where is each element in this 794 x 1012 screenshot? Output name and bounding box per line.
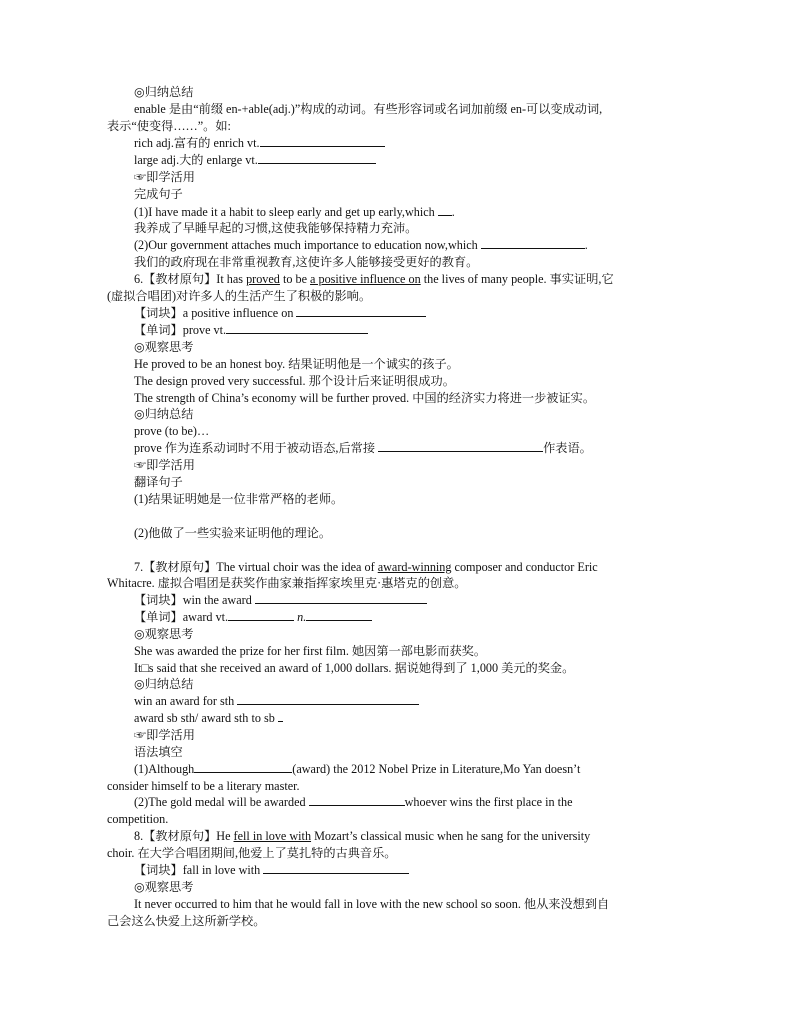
fill-item-2: (2)The gold medal will be awarded whoever wins the first place in the	[134, 795, 573, 809]
item-8-sentence-cont: choir. 在大学合唱团期间,他爱上了莫扎特的古典音乐。	[107, 846, 397, 860]
complete-heading: 完成句子	[134, 187, 183, 201]
fill-item-1: (1)Although (award) the 2012 Nobel Prize in Literature,Mo Yan doesn’t	[134, 762, 581, 776]
example-sentence: The design proved very successful. 那个设计后来证明很成功。	[134, 374, 455, 388]
observe-heading: ◎观察思考	[134, 880, 194, 894]
example-sentence: He proved to be an honest boy. 结果证明他是一个诚实的孩子。	[134, 357, 459, 371]
translate-item-1: (1)结果证明她是一位非常严格的老师。	[134, 492, 344, 506]
translate-heading: 翻译句子	[134, 475, 183, 489]
answer-blank[interactable]	[278, 710, 283, 722]
answer-blank[interactable]	[258, 152, 376, 164]
question-2: (2)Our government attaches much importance to education now,which .	[134, 238, 588, 252]
item-7-chunk: 【词块】win the award	[134, 592, 654, 608]
answer-blank[interactable]	[378, 440, 543, 452]
answer-blank[interactable]	[255, 592, 427, 604]
answer-blank[interactable]	[309, 794, 405, 806]
answer-blank[interactable]	[228, 609, 294, 621]
answer-blank[interactable]	[296, 305, 426, 317]
observe-heading: ◎观察思考	[134, 627, 194, 641]
translate-item-2: (2)他做了一些实验来证明他的理论。	[134, 526, 332, 540]
observe-heading: ◎观察思考	[134, 340, 194, 354]
answer-blank[interactable]	[438, 204, 452, 216]
item-8-chunk: 【词块】fall in love with	[134, 862, 654, 878]
practice-heading: ☞即学活用	[134, 458, 195, 472]
grammar-note: prove 作为连系动词时不用于被动语态,后常接 作表语。	[134, 441, 592, 455]
question-2-translation: 我们的政府现在非常重视教育,这使许多人能够接受更好的教育。	[134, 255, 479, 269]
answer-blank[interactable]	[226, 322, 368, 334]
grammar-note: award sb sth/ award sth to sb	[134, 710, 654, 726]
enable-explanation: enable 是由“前缀 en-+able(adj.)”构成的动词。有些形容词或名词加前缀 en-可以变成动词,	[134, 102, 603, 116]
example-large: large adj.大的 enlarge vt.	[134, 152, 654, 168]
answer-blank[interactable]	[306, 609, 372, 621]
summary-heading: ◎归纳总结	[134, 407, 194, 421]
answer-blank[interactable]	[481, 237, 585, 249]
item-6-chunk: 【词块】a positive influence on	[134, 305, 654, 321]
question-1: (1)I have made it a habit to sleep early and get up early,which .	[134, 205, 455, 219]
item-8-sentence: 8.【教材原句】He fell in love with Mozart’s classical music when he sang for the university	[134, 829, 591, 843]
example-sentence-cont: 己会这么快爱上这所新学校。	[107, 914, 266, 928]
example-rich: rich adj.富有的 enrich vt.	[134, 135, 654, 151]
item-6-word: 【单词】prove vt.	[134, 322, 654, 338]
answer-blank[interactable]	[263, 862, 409, 874]
practice-heading: ☞即学活用	[134, 170, 195, 184]
example-sentence: It never occurred to him that he would fall in love with the new school so soon. 他从来没想到自	[134, 897, 610, 911]
item-6-sentence: 6.【教材原句】It has proved to be a positive influence on the lives of many people. 事实证明,它	[134, 272, 614, 286]
grammar-note: prove (to be)…	[134, 424, 210, 438]
summary-heading: ◎归纳总结	[134, 85, 194, 99]
question-1-translation: 我养成了早睡早起的习惯,这使我能够保持精力充沛。	[134, 221, 418, 235]
example-sentence: It□s said that she received an award of 1,000 dollars. 据说她得到了 1,000 美元的奖金。	[134, 661, 575, 675]
example-sentence: She was awarded the prize for her first film. 她因第一部电影而获奖。	[134, 644, 487, 658]
example-sentence: The strength of China’s economy will be further proved. 中国的经济实力将进一步被证实。	[134, 391, 596, 405]
summary-heading: ◎归纳总结	[134, 677, 194, 691]
item-7-sentence: 7.【教材原句】The virtual choir was the idea of award-winning composer and conductor Eric	[134, 560, 598, 574]
fill-heading: 语法填空	[134, 745, 183, 759]
practice-heading: ☞即学活用	[134, 728, 195, 742]
answer-blank[interactable]	[194, 761, 292, 773]
grammar-note: win an award for sth	[134, 693, 654, 709]
fill-item-1-cont: consider himself to be a literary master.	[107, 779, 300, 793]
enable-explanation-cont: 表示“使变得……”。如:	[107, 119, 231, 133]
item-7-sentence-cont: Whitacre. 虚拟合唱团是获奖作曲家兼指挥家埃里克·惠塔克的创意。	[107, 576, 467, 590]
answer-blank[interactable]	[260, 135, 385, 147]
fill-item-2-cont: competition.	[107, 812, 169, 826]
item-7-word: 【单词】award vt. n.	[134, 609, 654, 625]
answer-blank[interactable]	[237, 693, 419, 705]
item-6-sentence-cont: (虚拟合唱团)对许多人的生活产生了积极的影响。	[107, 289, 372, 303]
